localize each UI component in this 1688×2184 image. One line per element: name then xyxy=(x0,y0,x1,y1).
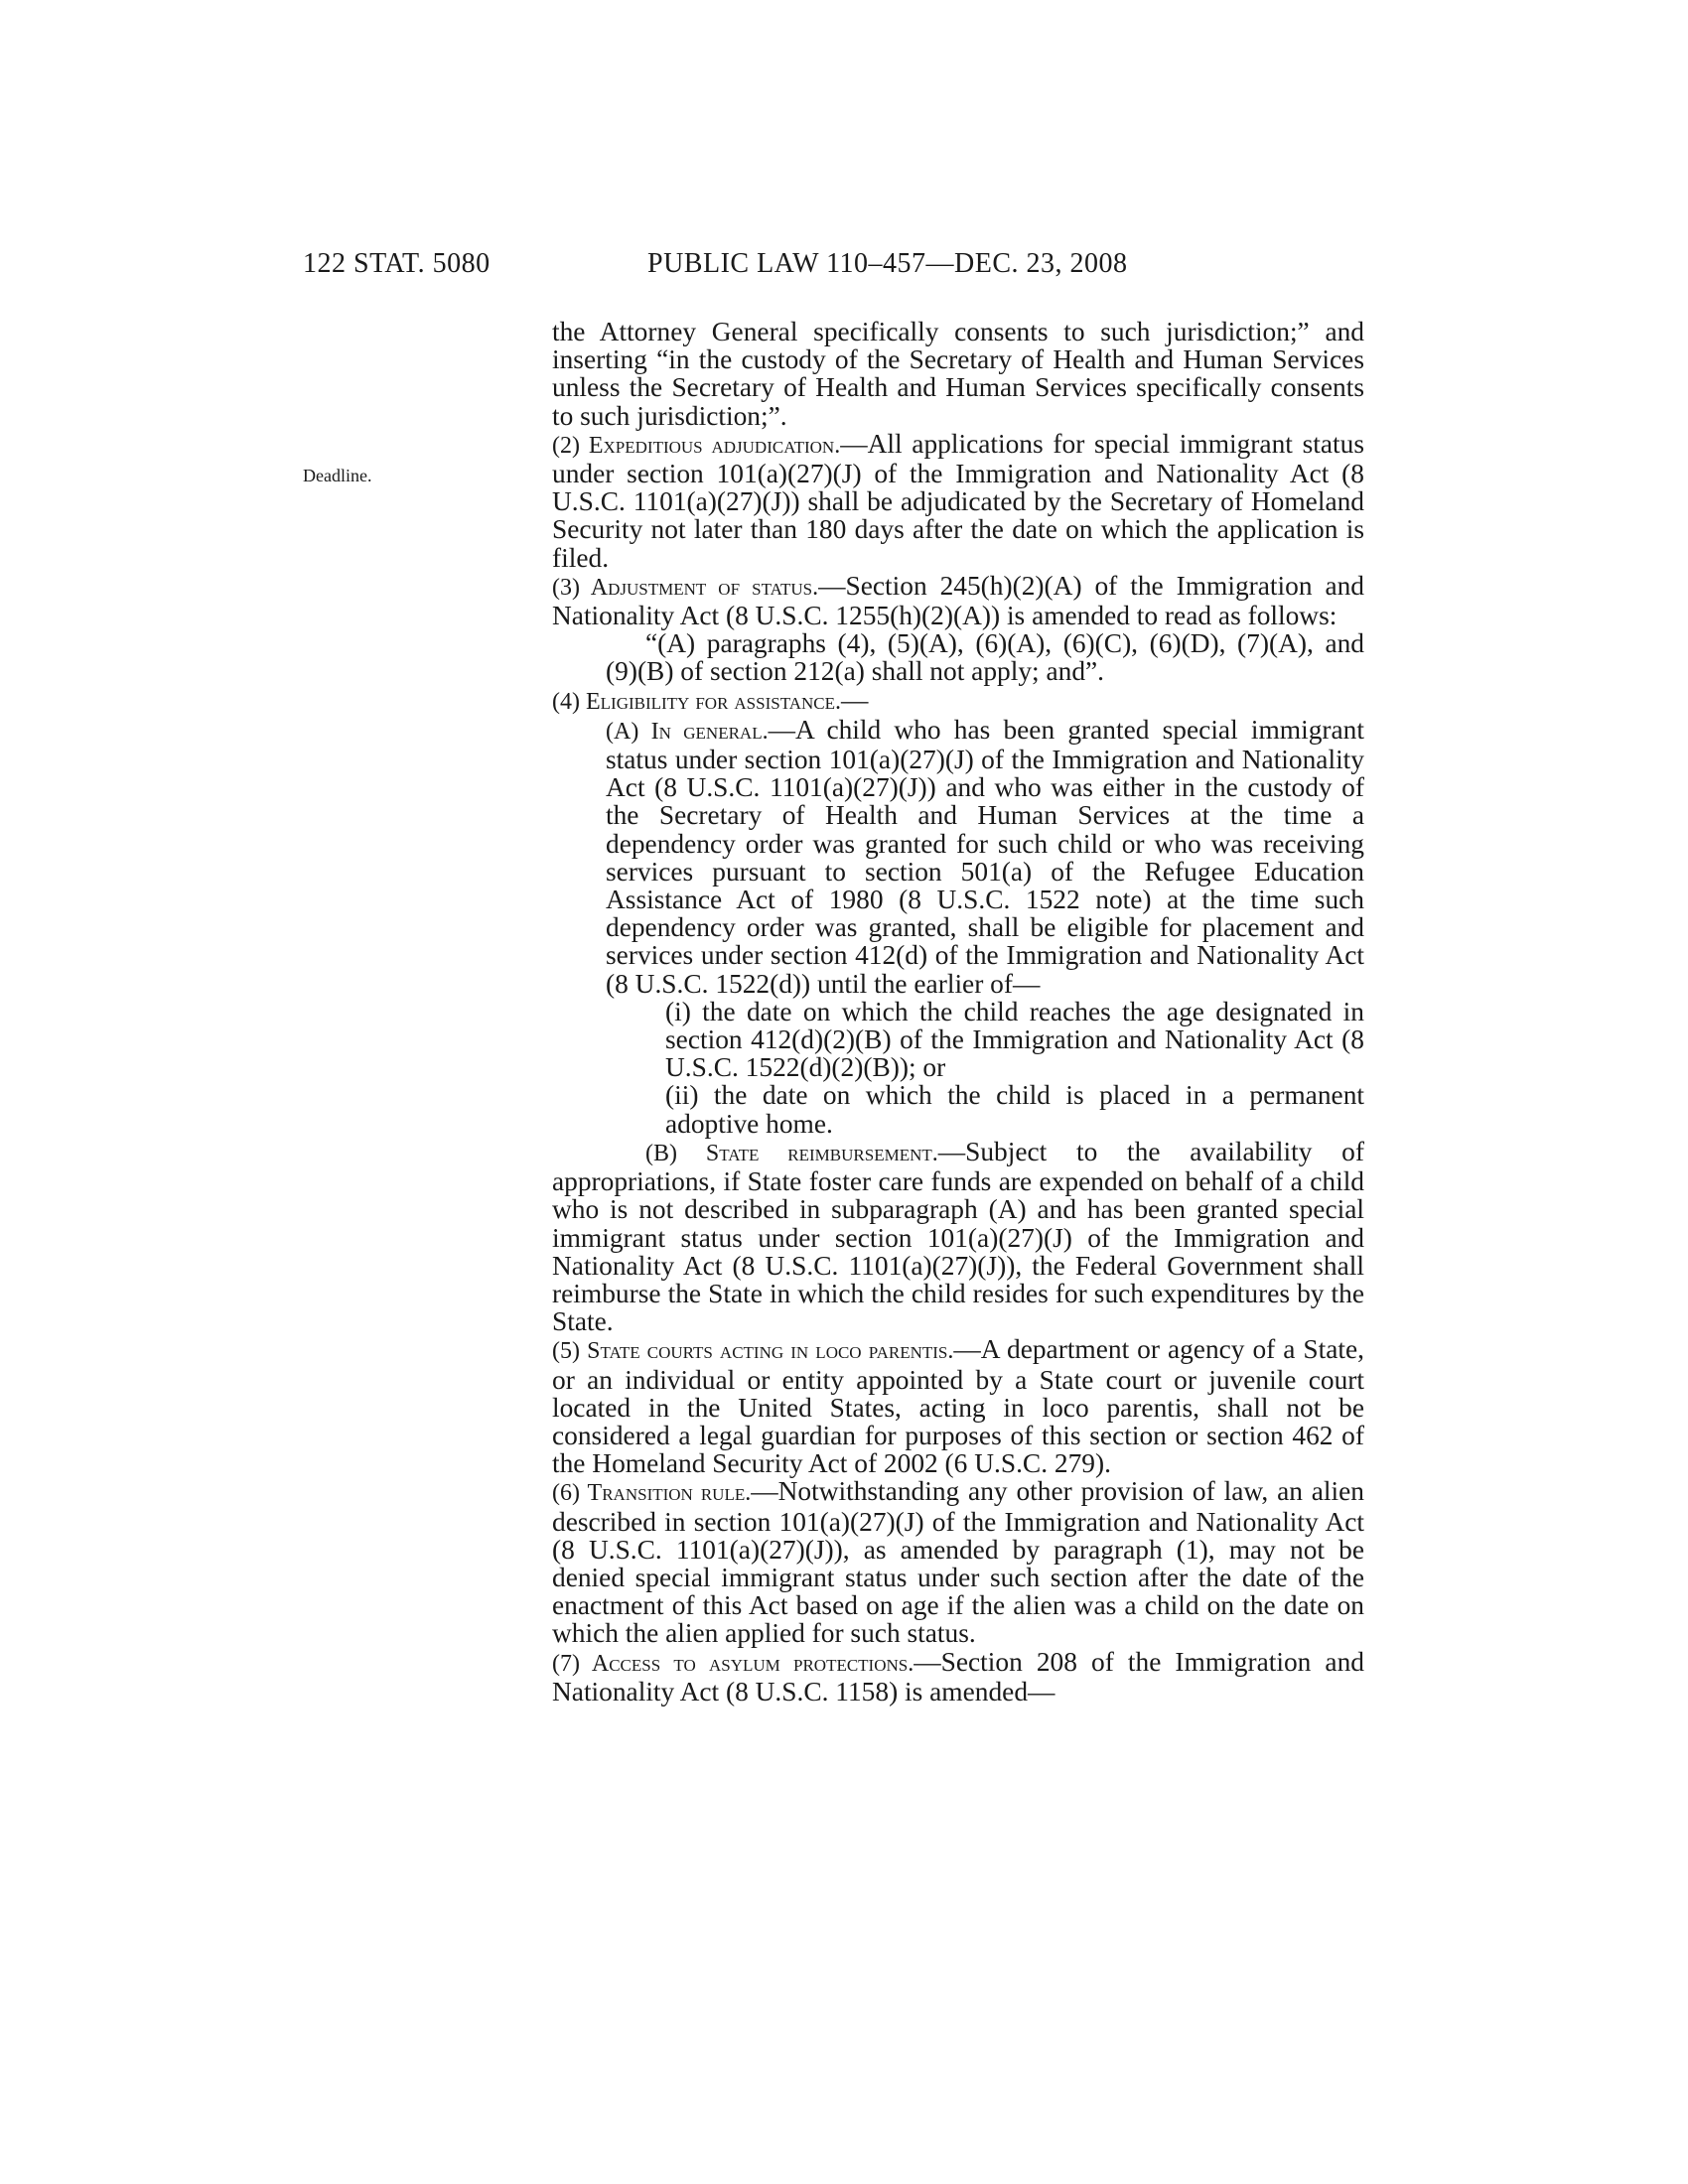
clause-4a-i: (i) the date on which the child reaches the age designated in section 412(d)(2)(B) of the Immigration and Nationality Act (8 U.S.C. 1522(d)(2)(B)); or xyxy=(665,996,1364,1083)
paragraph-4-heading: (4) Eligibility for assistance. xyxy=(552,688,842,715)
paragraph-3-text: —Section 245(h)(2)(A) of the Immigration and Nationality Act (8 U.S.C. 1255(h)(2)(A)) is amended to read as follows: xyxy=(552,570,1364,631)
paragraph-3 xyxy=(552,572,1364,629)
subparagraph-4a-heading: (A) In general. xyxy=(606,718,769,745)
subparagraph-4b-heading: (B) State reimbursement. xyxy=(645,1140,938,1166)
paragraph-6-text: —Notwithstanding any other provision of law, an alien described in section 101(a)(27)(J) of the Immigration and Nationality Act (8 U.S.C. 1101(a)(27)(J)), as amended by paragraph (1), may not be denied special immigrant status under such section after the date of the enactment of this Act based on age if the alien was a child on the date on which the alien applied for such status. xyxy=(552,1476,1364,1649)
paragraph-3-heading: (3) Adjustment of status. xyxy=(552,574,819,601)
document-body xyxy=(552,318,1364,1706)
paragraph-2 xyxy=(552,430,1364,572)
paragraph-5 xyxy=(552,1335,1364,1477)
paragraph-5-text: —A department or agency of a State, or an individual or entity appointed by a State court or juvenile court located in the United States, acting in loco parentis, shall not be considered a legal guardian for purposes of this section or section 462 of the Homeland Security Act of 2002 (6 U.S.C. 279). xyxy=(552,1334,1364,1479)
paragraph-7-text: —Section 208 of the Immigration and Nationality Act (8 U.S.C. 1158) is amended— xyxy=(552,1646,1364,1706)
page-header xyxy=(0,248,1688,288)
subparagraph-4b-text: —Subject to the availability of appropriations, if State foster care funds are expended on behalf of a child who is not described in subparagraph (A) and has been granted special immigrant status under section 101(a)(27)(J) of the Immigration and Nationality Act (8 U.S.C. 1101(a)(27)(J)), the Federal Government shall reimburse the State in which the child resides for such expenditures by the State. xyxy=(552,1136,1364,1337)
public-law-title: PUBLIC LAW 110–457—DEC. 23, 2008 xyxy=(647,248,1128,279)
margin-note-deadline: Deadline. xyxy=(303,466,372,485)
paragraph-7-heading: (7) Access to asylum protections. xyxy=(552,1650,914,1677)
paragraph-6 xyxy=(552,1477,1364,1647)
paragraph-6-heading: (6) Transition rule. xyxy=(552,1480,752,1507)
clause-4a-ii: (ii) the date on which the child is placed in a permanent adoptive home. xyxy=(665,1080,1364,1139)
subparagraph-4a-text: —A child who has been granted special immigrant status under section 101(a)(27)(J) of the Immigration and Nationality Act (8 U.S.C. 1101(a)(27)(J)) and who was either in the custody of the Secretary of Health and Human Services at the time a dependency order was granted for such child or who was receiving services pursuant to section 501(a) of the Refugee Education Assistance Act of 1980 (8 U.S.C. 1522 note) at the time such dependency order was granted, shall be eligible for placement and services under section 412(d) of the Immigration and Nationality Act (8 U.S.C. 1522(d)) until the earlier of— xyxy=(606,714,1364,999)
statute-reference: 122 STAT. 5080 xyxy=(303,248,491,279)
subparagraph-4a xyxy=(552,716,1364,998)
paragraph-5-heading: (5) State courts acting in loco parentis. xyxy=(552,1338,954,1365)
paragraph-7 xyxy=(552,1648,1364,1706)
paragraph-2-text: —All applications for special immigrant status under section 101(a)(27)(J) of the Immigration and Nationality Act (8 U.S.C. 1101(a)(27)(J)) shall be adjudicated by the Secretary of Homeland Security not later than 180 days after the date on which the application is filed. xyxy=(552,428,1365,573)
paragraph-continuation: the Attorney General specifically consents to such jurisdiction;” and inserting “in the custody of the Secretary of Health and Human Services unless the Secretary of Health and Human Services specifically consents to such jurisdiction;”. xyxy=(552,317,1364,431)
paragraph-2-heading: (2) Expeditious adjudication. xyxy=(552,432,841,459)
paragraph-3-quoted-text: “(A) paragraphs (4), (5)(A), (6)(A), (6)(C), (6)(D), (7)(A), and (9)(B) of section 212(a) shall not apply; and”. xyxy=(606,628,1364,687)
subparagraph-4b xyxy=(552,1138,1364,1335)
paragraph-4 xyxy=(552,686,1364,716)
paragraph-4-text: — xyxy=(841,684,869,715)
